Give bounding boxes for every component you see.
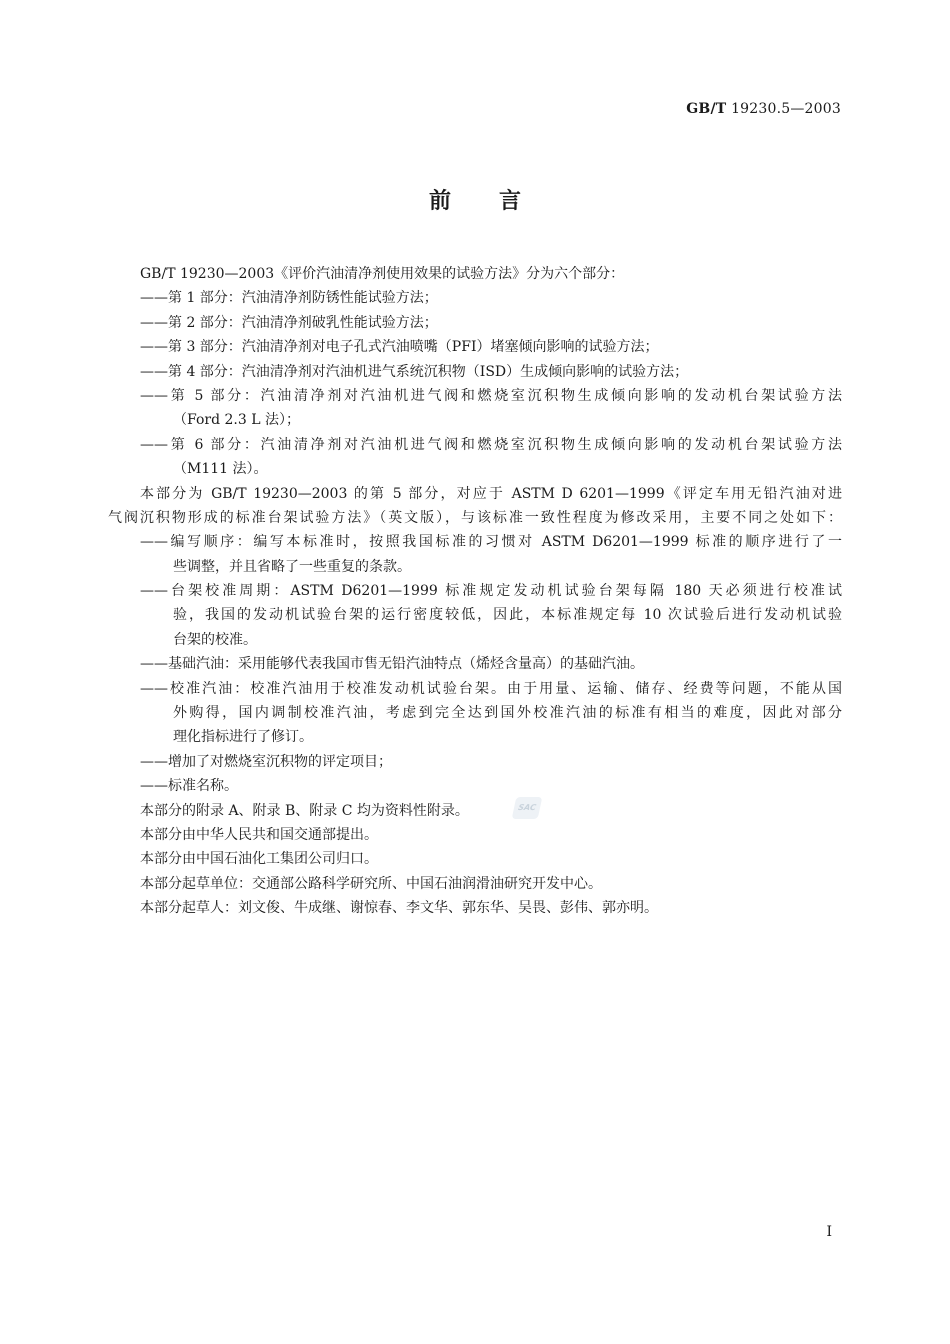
standard-code: 19230.5—2003 (731, 101, 841, 117)
text-line: ——基础汽油：采用能够代表我国市售无铅汽油特点（烯烃含量高）的基础汽油。 (140, 656, 644, 673)
text-line: ——第 4 部分：汽油清净剂对汽油机进气系统沉积物（ISD）生成倾向影响的试验方法； (140, 363, 689, 380)
text-line: 本部分由中国石油化工集团公司归口。 (140, 851, 378, 868)
text-line: ——增加了对燃烧室沉积物的评定项目； (140, 753, 392, 770)
text-line: 本部分为 GB/T 19230—2003 的第 5 部分，对应于 ASTM D 6201—1999《评定车用无铅汽油对进 (140, 485, 842, 502)
text-line: 本部分的附录 A、附录 B、附录 C 均为资料性附录。 (140, 802, 469, 819)
text-line: 气阀沉积物形成的标准台架试验方法》（英文版），与该标准一致性程度为修改采用，主要不同之处如下： (108, 509, 842, 526)
text-line: （M111 法）。 (173, 461, 268, 478)
text-line: 本部分起草单位：交通部公路科学研究所、中国石油润滑油研究开发中心。 (140, 875, 602, 892)
text-line: 台架的校准。 (173, 631, 257, 648)
text-line: 理化指标进行了修订。 (173, 729, 313, 746)
text-line: ——第 1 部分：汽油清净剂防锈性能试验方法； (140, 290, 438, 307)
text-line: ——标准名称。 (140, 778, 238, 795)
text-line: ——校准汽油：校准汽油用于校准发动机试验台架。由于用量、运输、储存、经费等问题，不能从国 (140, 680, 842, 697)
text-line: 验，我国的发动机试验台架的运行密度较低，因此，本标准规定每 10 次试验后进行发动机试验 (173, 607, 842, 624)
foreword-body (108, 262, 842, 921)
text-line: ——台架校准周期：ASTM D6201—1999 标准规定发动机试验台架每隔 180 天必须进行校准试 (140, 583, 842, 600)
standard-number (686, 101, 841, 117)
sac-watermark-icon: SAC (512, 797, 543, 819)
text-line: 本部分由中华人民共和国交通部提出。 (140, 826, 378, 843)
text-line: 外购得，国内调制校准汽油，考虑到完全达到国外校准汽油的标准有相当的难度，因此对部分 (173, 705, 842, 722)
text-line: ——编写顺序：编写本标准时，按照我国标准的习惯对 ASTM D6201—1999 标准的顺序进行了一 (140, 534, 842, 551)
page-number: I (826, 1224, 832, 1240)
text-line: （Ford 2.3 L 法）； (173, 412, 300, 429)
text-line: 些调整，并且省略了一些重复的条款。 (173, 558, 411, 575)
text-line: 本部分起草人：刘文俊、牛成继、谢惊春、李文华、郭东华、吴畏、彭伟、郭亦明。 (140, 900, 658, 917)
text-line: ——第 5 部分：汽油清净剂对汽油机进气阀和燃烧室沉积物生成倾向影响的发动机台架试验方法 (140, 387, 842, 404)
page-title: 前言 (428, 188, 569, 214)
text-line: ——第 6 部分：汽油清净剂对汽油机进气阀和燃烧室沉积物生成倾向影响的发动机台架试验方法 (140, 436, 842, 453)
text-line: ——第 2 部分：汽油清净剂破乳性能试验方法； (140, 314, 438, 331)
text-line: ——第 3 部分：汽油清净剂对电子孔式汽油喷嘴（PFI）堵塞倾向影响的试验方法； (140, 339, 659, 356)
standard-prefix: GB/T (686, 101, 727, 117)
text-line: GB/T 19230—2003《评价汽油清净剂使用效果的试验方法》分为六个部分： (140, 266, 625, 282)
